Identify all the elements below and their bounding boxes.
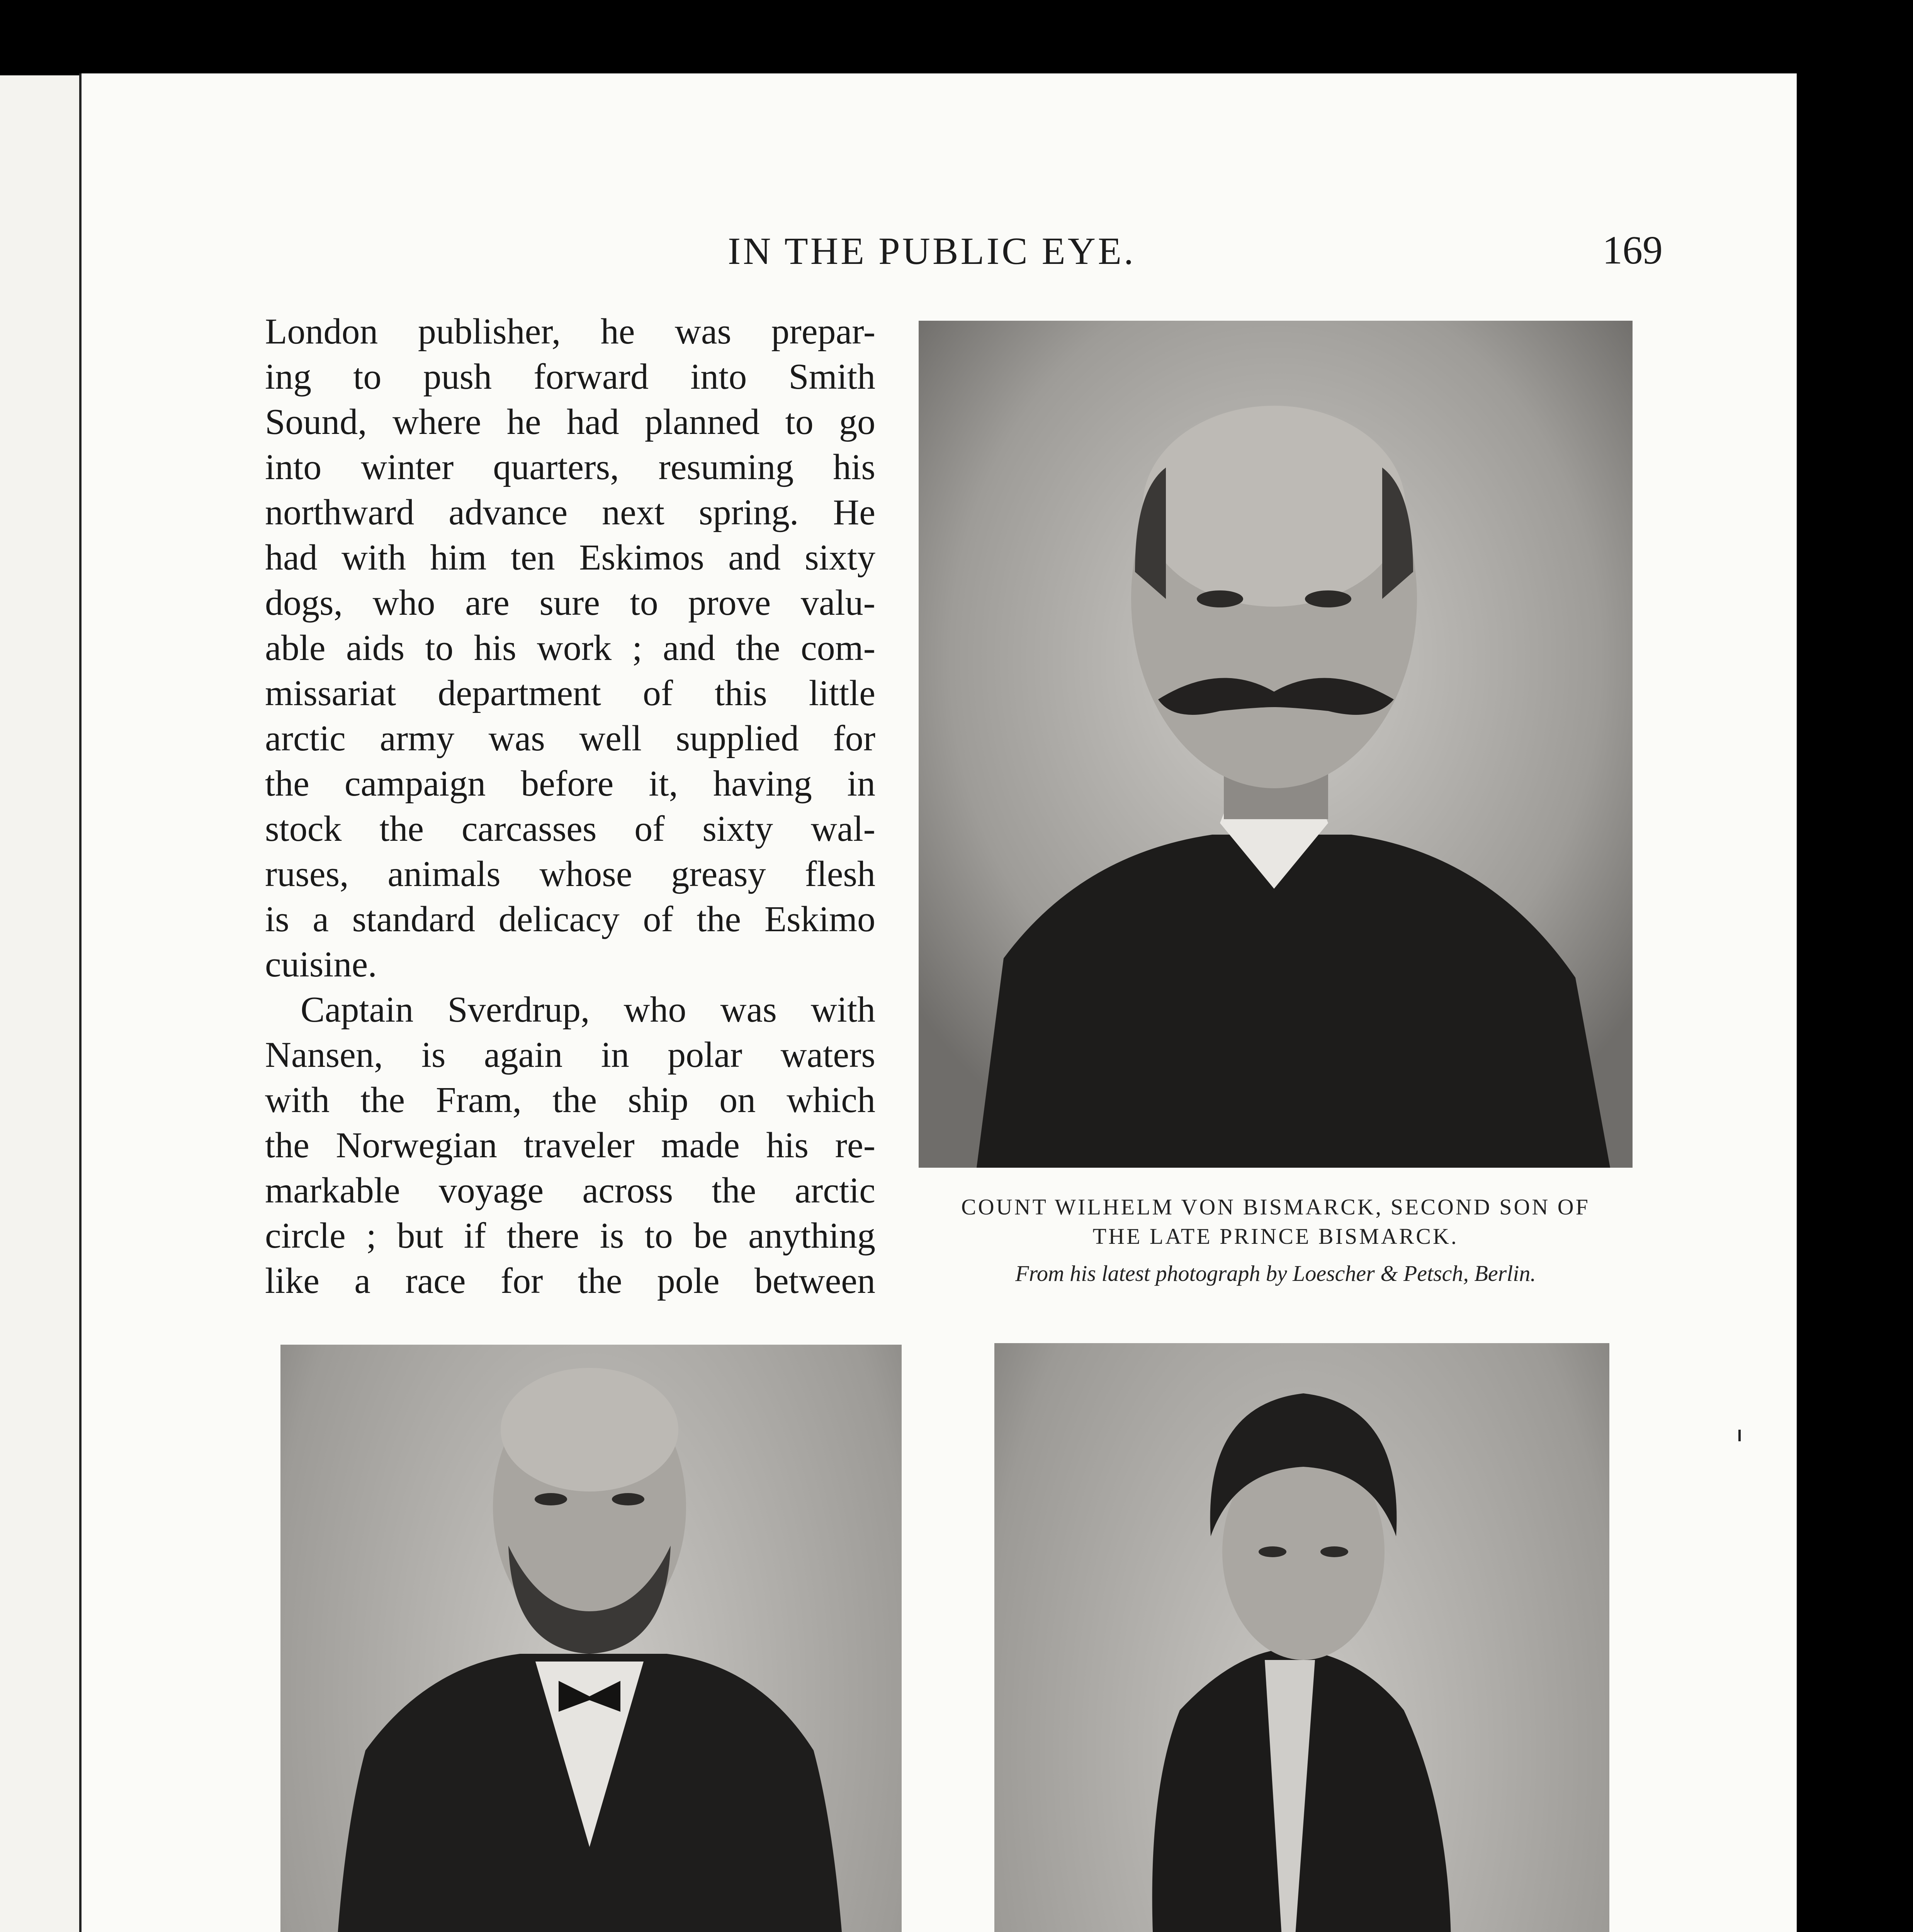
page-number: 169	[1602, 228, 1663, 272]
text-line: Captain Sverdrup, who was with	[301, 990, 875, 1030]
text-line: missariat department of this little	[265, 673, 875, 713]
scan-mark	[1738, 1430, 1741, 1441]
caption-wilhelm-von-bismarck	[900, 1192, 1651, 1289]
text-line: stock the carcasses of sixty wal-	[265, 809, 875, 849]
portrait-countess-rantzau	[994, 1343, 1609, 1932]
text-line: cuisine.	[265, 944, 377, 985]
caption-title-line2: THE LATE PRINCE BISMARCK.	[1092, 1224, 1459, 1249]
photo-credit: From his latest photograph by Loescher & Petsch, Berlin.	[1015, 1261, 1536, 1286]
text-line: northward advance next spring. He	[265, 492, 875, 532]
text-line: London publisher, he was prepar-	[265, 311, 875, 352]
text-line: Sound, where he had planned to go	[265, 402, 875, 442]
text-line: Nansen, is again in polar waters	[265, 1035, 875, 1075]
text-line: into winter quarters, resuming his	[265, 447, 875, 487]
body-text-column	[265, 309, 875, 1304]
text-line: like a race for the pole between	[265, 1261, 875, 1301]
text-line: ing to push forward into Smith	[265, 357, 875, 397]
paragraph-1	[265, 309, 875, 987]
facing-page-edge	[0, 75, 85, 1932]
paragraph-2	[265, 987, 875, 1304]
running-title: IN THE PUBLIC EYE.	[727, 230, 1136, 272]
portrait-count-rantzau	[280, 1345, 902, 1932]
text-line: is a standard delicacy of the Eskimo	[265, 899, 875, 939]
text-line: had with him ten Eskimos and sixty	[265, 537, 875, 578]
text-line: with the Fram, the ship on which	[265, 1080, 875, 1120]
text-line: able aids to his work ; and the com-	[265, 628, 875, 668]
text-line: ruses, animals whose greasy flesh	[265, 854, 875, 894]
text-line: markable voyage across the arctic	[265, 1170, 875, 1211]
text-line: circle ; but if there is to be anything	[265, 1216, 875, 1256]
caption-title-line1: COUNT WILHELM VON BISMARCK, SECOND SON OF	[961, 1194, 1590, 1219]
text-line: the Norwegian traveler made his re-	[265, 1125, 875, 1165]
text-line: the campaign before it, having in	[265, 764, 875, 804]
text-line: dogs, who are sure to prove valu-	[265, 583, 875, 623]
text-line: arctic army was well supplied for	[265, 718, 875, 759]
portrait-wilhelm-von-bismarck	[919, 321, 1633, 1168]
